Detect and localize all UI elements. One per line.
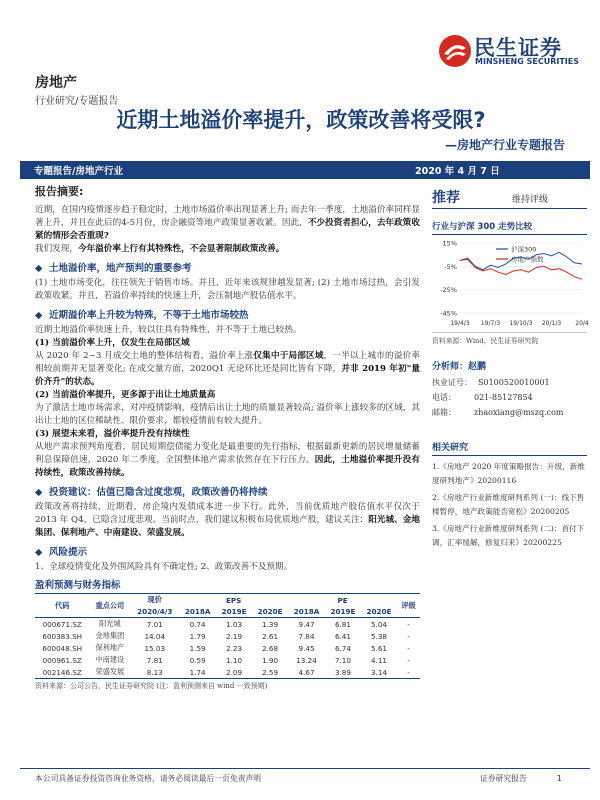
table-row: 000671.SZ 阳光城 7.01 0.74 1.03 1.39 9.47 6.81 5.04 -	[42, 619, 410, 629]
summary-heading: 报告摘要:	[35, 185, 84, 198]
diamond-icon: ◆	[35, 310, 43, 321]
summary-paragraph: 我们发现，今年溢价率上行有其特殊性，不会显著限制政策改善。	[35, 244, 285, 254]
sub-heading: (1) 当前溢价率上升，仅发生在局部区域	[35, 338, 190, 348]
x-tick-label: 19/10/3	[509, 320, 533, 327]
col-rating: 评级	[401, 600, 416, 610]
section-paragraph: 从地产需求预判角度看，居民短期偿债能力变化是最重要的先行指标，根据最新更新的居民增量储蓄利息保障倍速，2020 年二季度，全国整体地产需求依然存在下行压力。因此，土地溢价率提升没有持续性，政策改善持续。	[35, 442, 420, 478]
bar-category: 专题报告/房地产行业	[34, 166, 123, 177]
related-item[interactable]: 2.《房地产行业新维度研判系列 (一)：线下售楼暂停，地产政策能否宽松》20200205	[432, 493, 585, 516]
section-paragraph: 从 2020 年 2~3 月成交土地的整体结构看，溢价率上涨仅集中于局部区域，一半以上城市的溢价率相较前期并无显著变化; 在成交量方面，2020Q1 无论环比还是同比皆有下降，并非 2019 年初"量价齐升"的状态。	[35, 351, 420, 387]
analyst-info: 执业证号： S0100520010001 电话： 021-85127854 邮箱： zhaoxiang@mszq.com	[432, 378, 564, 417]
y-tick-label: -25%	[440, 286, 457, 295]
table-row: 600383.SH 金地集团 14.04 1.79 2.19 2.61 7.84 6.41 5.38 -	[42, 631, 410, 641]
footer-right: 证券研究报告 1	[480, 774, 562, 783]
col-price: 现价	[147, 595, 162, 604]
table-row: 600048.SH 保利地产 15.03 1.59 2.23 2.68 9.45 6.74 5.61 -	[42, 643, 410, 653]
risk-paragraph: 1、全球疫情变化及外围风险具有不确定性; 2、政策改善不及预期。	[35, 562, 293, 572]
section-bullet: ◆ 投资建议：估值已隐含过度悲观，政策改善仍将持续	[35, 487, 268, 498]
col-pe: PE	[337, 595, 348, 605]
related-item[interactable]: 3.《房地产行业新维度研判系列 (二)：首付下调，汇率缓解，修复归来》20200225	[432, 524, 585, 547]
section-paragraph: 近期土地溢价率快速上升，较以往具有特殊性，并不等于土地已较热。	[35, 325, 302, 335]
financial-table: 代码 重点公司 现价 EPS PE 评级 2020/4/3 2018A 2019E 2020E 2018A 2019E 2020E 000671.SZ 阳光城 7.01 0.74 1.03 1.39 9.47 6.81 5.04 - 600383.SH 金地集团 14.04 1.79 2.19 2.61 7.84 6.41 5.38 - 600048.SH 保利地产 15.03 1.59 2.23 2.68 9.45 6.74 5.61 - 000961.SZ 中南建设 7.81 0.59 1.10 1.90 13.24 7.10 4.11 - 002146.SZ 荣盛发展 8.13 1.74 2.09 2.59 4.67 3.89 3.14 -	[35, 593, 420, 679]
main-content	[35, 183, 420, 691]
trend-chart	[432, 237, 587, 332]
bar-date: 2020 年 4 月 7 日	[415, 166, 500, 177]
section-bullet: ◆ 土地溢价率，地产预判的重要参考	[35, 263, 192, 274]
diamond-icon: ◆	[35, 263, 43, 274]
info-bar	[20, 161, 590, 179]
y-tick-label: 15%	[442, 239, 457, 248]
footer-disclaimer: 本公司具备证券投资咨询业务资格，请务必阅读最后一页免责声明	[35, 774, 262, 783]
logo-text: 民生证券	[474, 36, 562, 60]
x-tick-label: 19/7/3	[480, 320, 501, 327]
analyst-heading: 分析师：赵鹏	[432, 362, 487, 372]
recommend-label: 推荐	[432, 190, 460, 206]
sector-label: 房地产	[35, 75, 77, 91]
logo-mark-icon	[438, 34, 472, 68]
x-tick-label: 20/1/3	[541, 320, 562, 327]
related-heading: 相关研究	[432, 440, 587, 456]
col-code: 代码	[55, 600, 70, 610]
table-row: 000961.SZ 中南建设 7.81 0.59 1.10 1.90 13.24 7.10 4.11 -	[42, 655, 410, 665]
sub-heading: (3) 展望未来看，溢价率提升没有持续性	[35, 429, 190, 439]
col-name: 重点公司	[95, 600, 125, 610]
report-type: 行业研究/专题报告	[35, 96, 119, 107]
related-item[interactable]: 1.《房地产 2020 年度策略报告：升级，新维度研判地产》20200116	[432, 462, 585, 485]
footer-divider	[20, 768, 590, 769]
section-paragraph: (1) 土地市场变化，往往领先于销售市场。并且，近年来该规律越发显著; (2) 土地市场过热，会引发政策收紧。并且，若溢价率持续的快速上升，会压制地产股估值水平。	[35, 278, 420, 301]
summary-paragraph: 近期，在国内疫情逐步趋于稳定时，土地市场溢价率出现显著上升; 而去年一季度，土地溢价率同样显著上升，并且在此后的4-5月份，房企融资等地产政策显著收紧。因此，不少投资者担心，去年政策收紧的情形会否重现?	[35, 205, 420, 241]
page-title: 近期土地溢价率提升，政策改善将受限?	[116, 108, 486, 132]
x-tick-label: 19/4/3	[450, 320, 470, 327]
section-paragraph: 政策改善将持续，近期看，房企境内发债成本进一步下行。此外，当前优质地产股估值水平仅次于 2013 年 Q4，已隐含过度悲观。当前时点，我们建议积极布局优质地产股，建议关注：阳光城、金地集团、保利地产、中南建设、荣盛发展。	[35, 502, 420, 538]
logo	[438, 30, 583, 70]
diamond-icon: ◆	[35, 487, 43, 498]
x-tick-label: 20/4	[575, 320, 589, 327]
col-eps: EPS	[225, 595, 242, 605]
section-bullet: ◆ 近期溢价率上升较为特殊，不等于土地市场较热	[35, 310, 249, 321]
section-bullet: ◆ 风险提示	[35, 547, 87, 558]
chart-source: 资料来源：Wind，民生证券研究院	[432, 332, 587, 345]
related-list	[432, 460, 587, 549]
y-tick-label: -45%	[440, 309, 457, 318]
diamond-icon: ◆	[35, 547, 43, 558]
sub-heading: (2) 当前溢价率提升，更多源于出让土地质量高	[35, 390, 216, 400]
sidebar	[432, 184, 587, 549]
rating-box	[432, 184, 587, 209]
logo-subtext: MINSHENG SECURITIES	[475, 57, 579, 66]
section-paragraph: 为了激活土地市场需求，对冲疫情影响，疫情后出让土地的质量显著较高; 溢价率上涨较多的区域，其出让土地的区位稀缺性、限价要求，都较疫情前有较大提升。	[35, 403, 420, 426]
legend-label: 沪深300	[511, 245, 537, 254]
page-subtitle: —房地产行业专题报告	[444, 138, 565, 152]
table-source: 资料来源：公司公告，民生证券研究院 (注：盈利预测来自 wind 一致预期)	[35, 682, 268, 690]
table-heading: 盈利预测与财务指标	[35, 580, 121, 591]
table-row: 002146.SZ 荣盛发展 8.13 1.74 2.09 2.59 4.67 3.89 3.14 -	[42, 667, 410, 677]
y-tick-label: -5%	[444, 262, 457, 271]
rating-label: 维持评级	[512, 195, 549, 205]
legend-label: 房地产指数	[511, 255, 544, 264]
chart-heading: 行业与沪深 300 走势比较	[432, 220, 587, 235]
